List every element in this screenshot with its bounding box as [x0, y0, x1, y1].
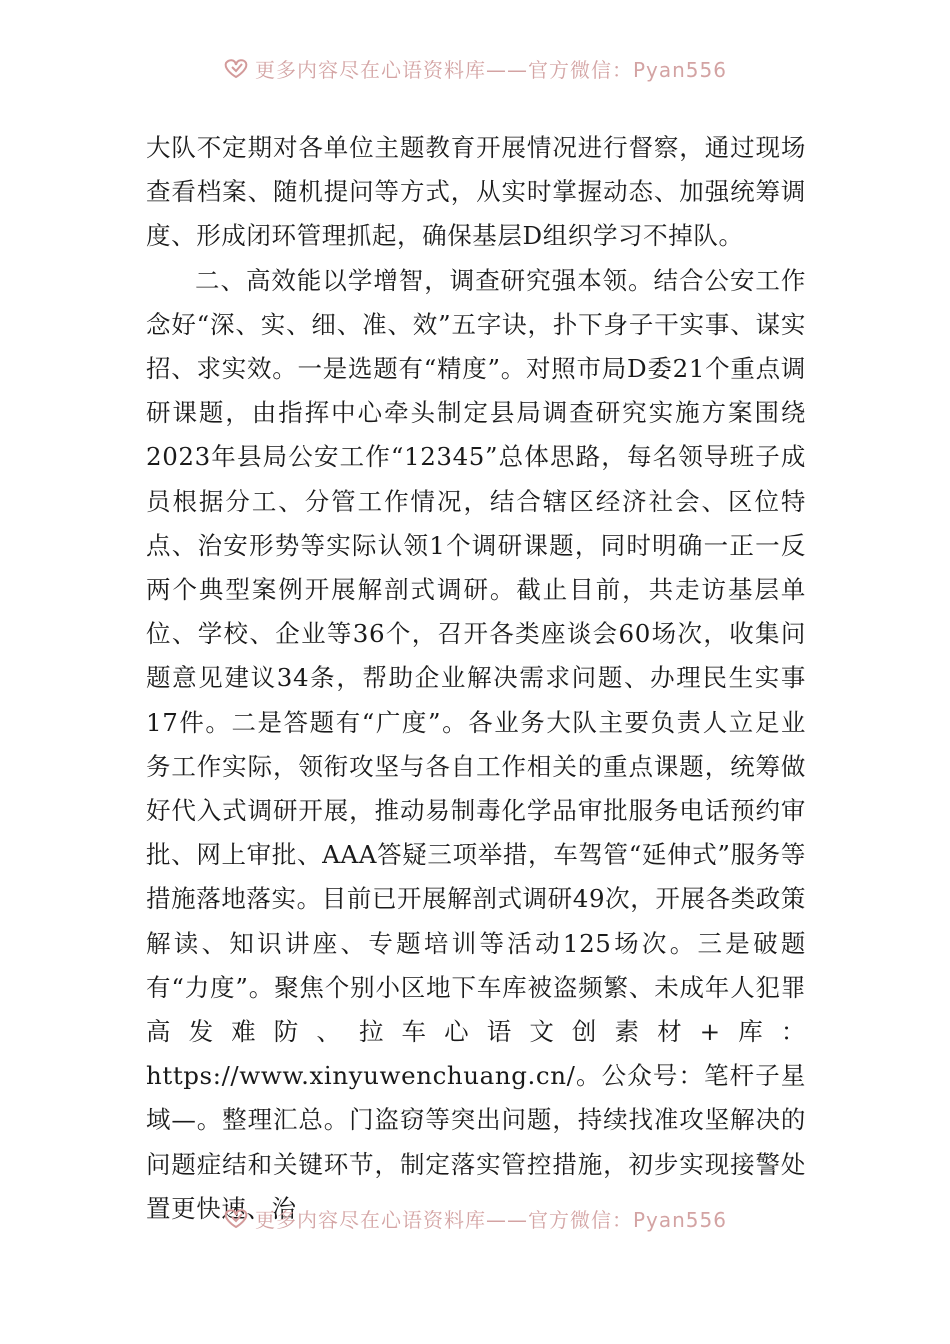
paragraph-2: 二、高效能以学增智，调查研究强本领。结合公安工作念好“深、实、细、准、效”五字诀，扑下身子干实事、谋实招、求实效。一是选题有“精度”。对照市局D委21个重点调研课题，由指挥中心牵头制定县局调查研究实施方案围绕2023年县局公安工作“12345”总体思路，每名领导班子成员根据分工、分管工作情况，结合辖区经济社会、区位特点、治安形势等实际认领1个调研课题，同时明确一正一反两个典型案例开展解剖式调研。截止目前，共走访基层单位、学校、企业等36个，召开各类座谈会60场次，收集问题意见建议34条，帮助企业解决需求问题、办理民生实事17件。二是答题有“广度”。各业务大队主要负责人立足业务工作实际，领衔攻坚与各自工作相关的重点课题，统筹做好代入式调研开展，推动易制毒化学品审批服务电话预约审批、网上审批、AAA答疑三项举措，车驾管“延伸式”服务等措施落地落实。目前已开展解剖式调研49次，开展各类政策解读、知识讲座、专题培训等活动125场次。三是破题有“力度”。聚焦个别小区地下车库被盗频繁、未成年人犯罪高发难防、拉车心语文创素材+库：https://www.xinyuwenchuang.cn/。公众号：笔杆子星域—。整理汇总。门盗窃等突出问题，持续找准攻坚解决的问题症结和关键环节，制定落实管控措施，初步实现接警处置更快速、治 [146, 265, 806, 1223]
watermark-text: 更多内容尽在心语资料库——官方微信：Pyan556 [254, 57, 727, 82]
paragraph-1: 大队不定期对各单位主题教育开展情况进行督察，通过现场查看档案、随机提问等方式，从实时掌握动态、加强统筹调度、形成闭环管理抓起，确保基层D组织学习不掉队。 [146, 133, 806, 251]
watermark-logo-icon [223, 1207, 249, 1229]
document-body [146, 126, 806, 1231]
footer-watermark [0, 1206, 950, 1236]
watermark-logo-icon [223, 57, 249, 79]
header-watermark [0, 56, 950, 86]
watermark-text: 更多内容尽在心语资料库——官方微信：Pyan556 [254, 1207, 727, 1232]
